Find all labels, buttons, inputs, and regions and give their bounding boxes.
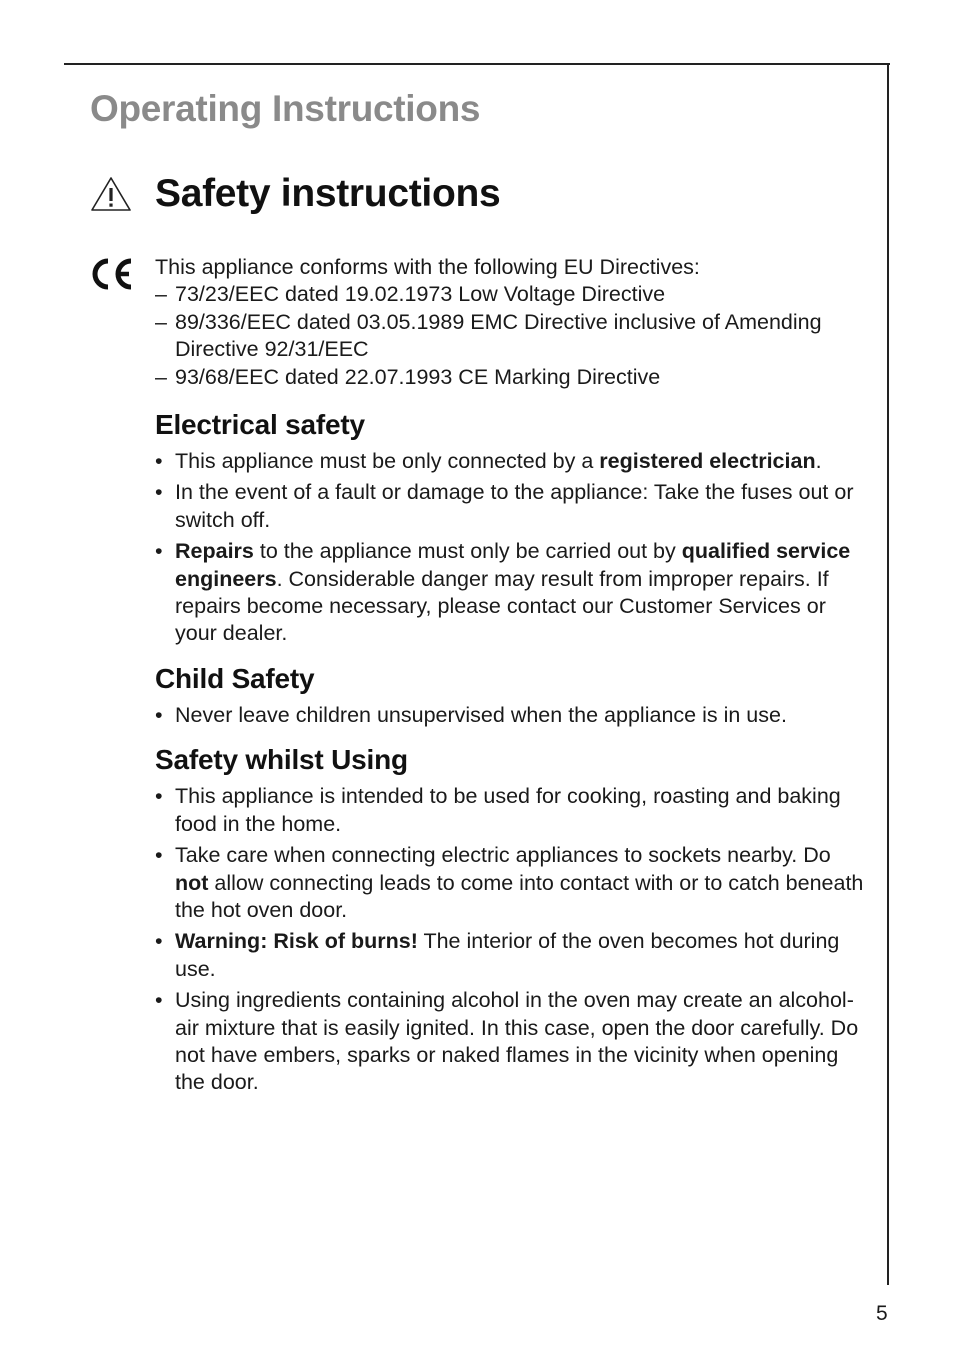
directive-item: – 89/336/EEC dated 03.05.1989 EMC Directive inclusive of Amending Directive 92/31/EEC — [155, 309, 822, 362]
list-item: • This appliance is intended to be used for cooking, roasting and baking food in the home. — [155, 784, 841, 836]
child-safety-list — [155, 702, 867, 729]
page-number: 5 — [876, 1302, 888, 1325]
list-item: • This appliance must be only connected by a registered electrician. — [155, 449, 822, 474]
page-title: Safety instructions — [155, 172, 501, 215]
right-rule — [887, 63, 889, 1285]
content — [155, 254, 867, 1097]
warning-triangle-icon — [90, 176, 132, 212]
ce-mark-icon — [89, 256, 135, 292]
child-safety-heading: Child Safety — [155, 662, 315, 694]
safety-whilst-using-heading: Safety whilst Using — [155, 744, 408, 776]
list-item: • Using ingredients containing alcohol in the oven may create an alcohol-air mixture that is easily ignited. In this case, open the door carefully. Do not have embers, sparks or naked flames in the vicinity when opening the door. — [155, 988, 859, 1095]
list-item: • Warning: Risk of burns! The interior of the oven becomes hot during use. — [155, 929, 840, 981]
electrical-safety-heading: Electrical safety — [155, 409, 365, 441]
section-title: Operating Instructions — [90, 88, 481, 129]
directives-intro: This appliance conforms with the following EU Directives: — [155, 255, 700, 279]
electrical-safety-list — [155, 448, 867, 648]
list-item: • Take care when connecting electric appliances to sockets nearby. Do not allow connecting leads to come into contact with or to catch beneath the hot oven door. — [155, 843, 864, 922]
list-item: • In the event of a fault or damage to the appliance: Take the fuses out or switch off. — [155, 480, 854, 532]
directive-item: – 73/23/EEC dated 19.02.1973 Low Voltage Directive — [155, 282, 666, 307]
list-item: • Repairs to the appliance must only be carried out by qualified service engineers. Considerable danger may result from improper repairs. If repairs become necessary, please contact our Customer Services or your dealer. — [155, 539, 851, 646]
top-rule — [64, 63, 890, 65]
safety-whilst-using-list — [155, 783, 867, 1096]
list-item: • Never leave children unsupervised when the appliance is in use. — [155, 702, 787, 727]
directive-list — [155, 281, 867, 391]
directive-item: – 93/68/EEC dated 22.07.1993 CE Marking Directive — [155, 364, 661, 389]
